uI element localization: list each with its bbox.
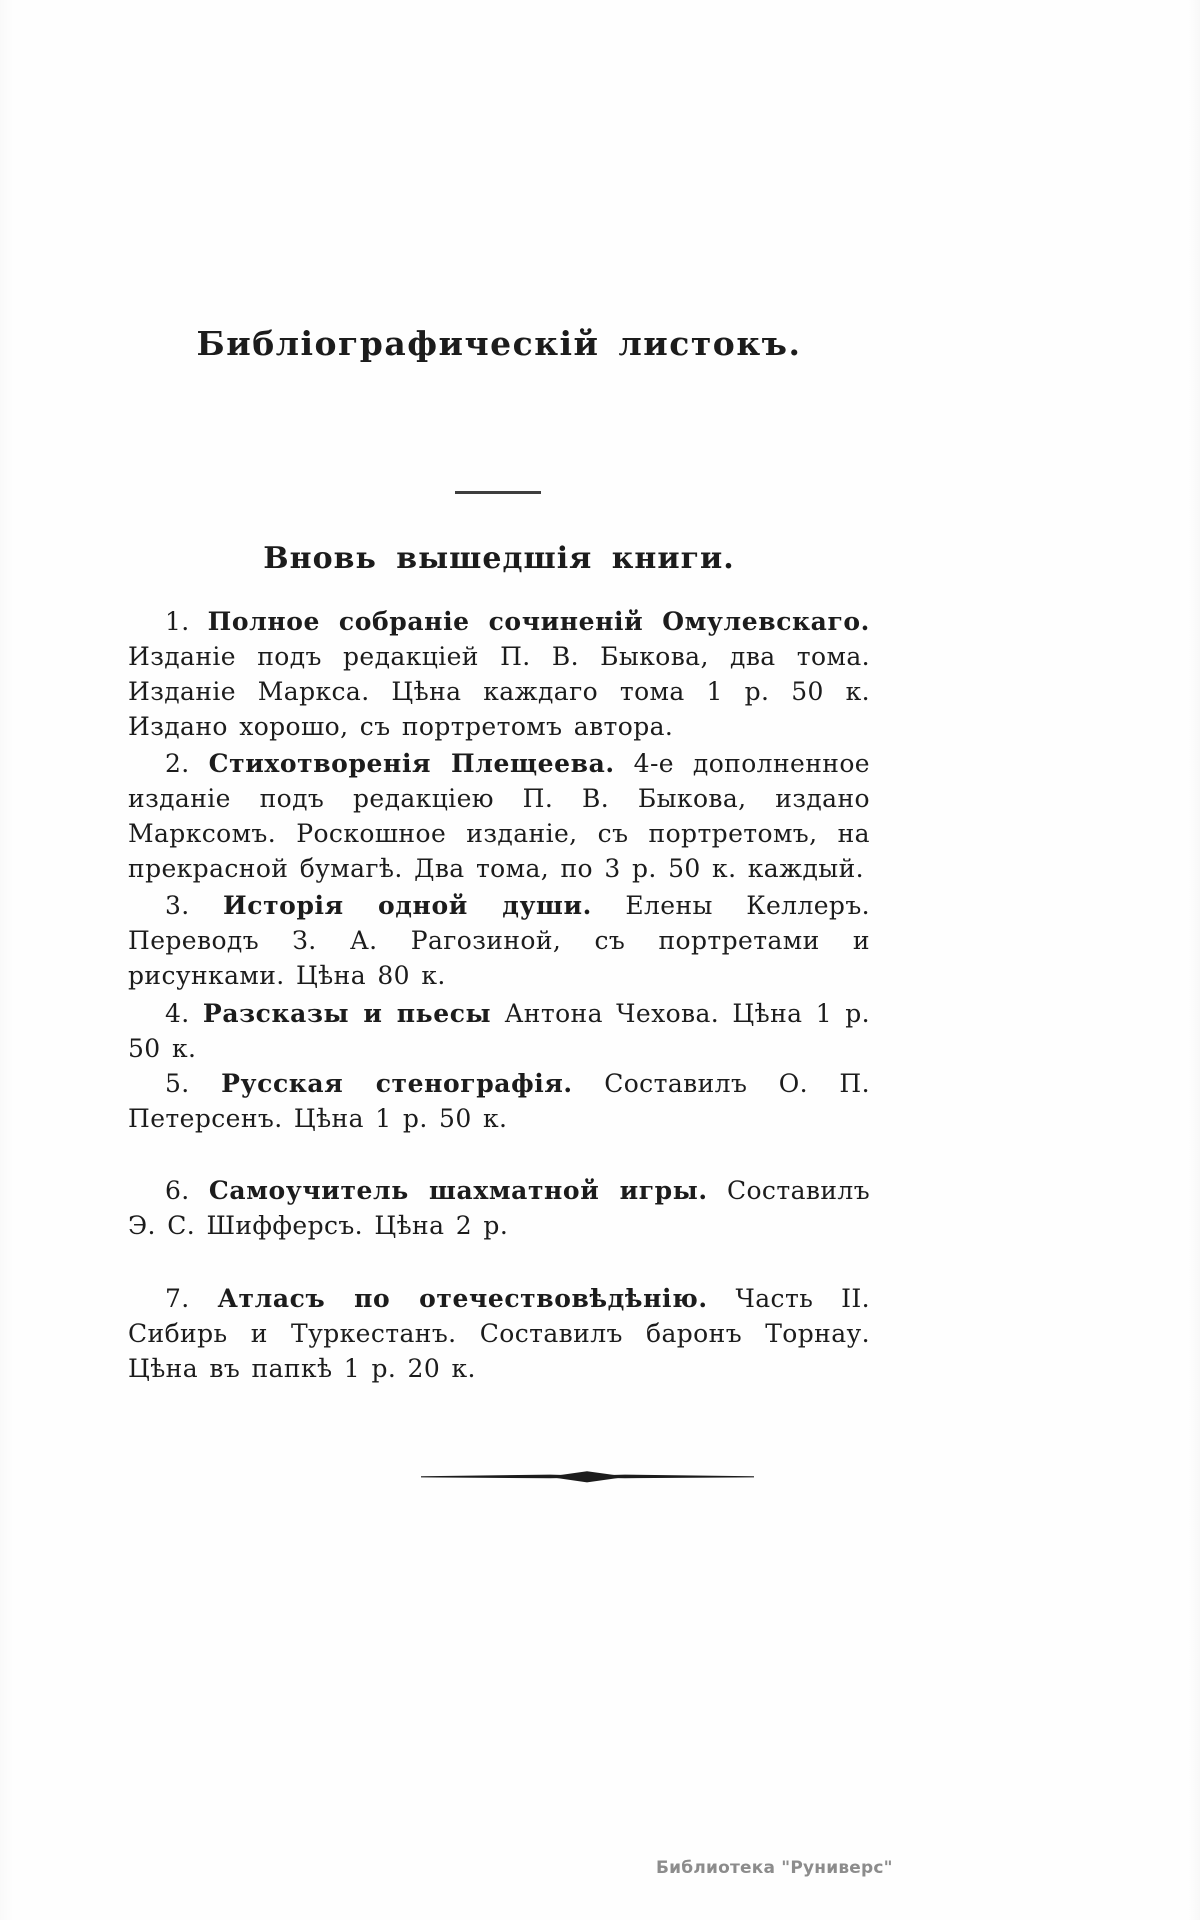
entry-number: 5.: [165, 1069, 190, 1098]
entry-title: Разсказы и пьесы: [202, 999, 492, 1028]
entry-title: Самоучитель шахматной игры.: [208, 1176, 708, 1205]
entry-number: 1.: [165, 607, 190, 636]
book-entry-5: [128, 1066, 870, 1136]
entry-number: 2.: [165, 749, 190, 778]
book-entry-6: [128, 1173, 870, 1243]
entry-title: Исторія одной души.: [223, 891, 592, 920]
entry-text: 4-е дополненное изданіе подъ редакціею П. В. Быкова, издано Марксомъ. Роскошное изданіе, съ портретомъ, на прекрасной бумагѣ. Два тома, по 3 р. 50 к. каждый.: [128, 749, 870, 883]
book-entry-3: [128, 888, 870, 993]
title-divider-rule: [455, 491, 541, 494]
entry-text: Изданіе подъ редакціей П. В. Быкова, два тома. Изданіе Маркса. Цѣна каждаго тома 1 р. 50 к. Издано хорошо, съ портретомъ автора.: [128, 642, 870, 741]
section-title: Вновь вышедшія книги.: [263, 541, 735, 576]
entry-number: 7.: [165, 1284, 190, 1313]
book-entry-4: [128, 996, 870, 1066]
entry-text: Часть II. Сибирь и Туркестанъ. Составилъ баронъ Торнау. Цѣна въ папкѣ 1 р. 20 к.: [128, 1284, 870, 1383]
entry-text: Составилъ О. П. Петерсенъ. Цѣна 1 р. 50 к.: [128, 1069, 870, 1133]
entry-number: 6.: [165, 1176, 190, 1205]
library-watermark: Библиотека "Руниверс": [656, 1858, 893, 1878]
book-entry-7: [128, 1281, 870, 1386]
entry-title: Атласъ по отечествовѣдѣнію.: [217, 1284, 708, 1313]
entry-title: Стихотворенія Плещеева.: [208, 749, 615, 778]
entry-text: Антона Чехова. Цѣна 1 р. 50 к.: [128, 999, 870, 1063]
page-title: Библіографическій листокъ.: [196, 324, 802, 363]
tailpiece-ornament-icon: [421, 1470, 754, 1484]
entry-number: 3.: [165, 891, 190, 920]
entry-text: Составилъ Э. С. Шифферсъ. Цѣна 2 р.: [128, 1176, 870, 1240]
entry-text: Елены Келлеръ. Переводъ З. А. Рагозиной, съ портретами и рисунками. Цѣна 80 к.: [128, 891, 870, 990]
book-entry-2: [128, 746, 870, 886]
entry-title: Русская стенографія.: [221, 1069, 573, 1098]
entry-number: 4.: [165, 999, 190, 1028]
book-entry-1: [128, 604, 870, 744]
entry-title: Полное собраніе сочиненій Омулевскаго.: [207, 607, 870, 636]
